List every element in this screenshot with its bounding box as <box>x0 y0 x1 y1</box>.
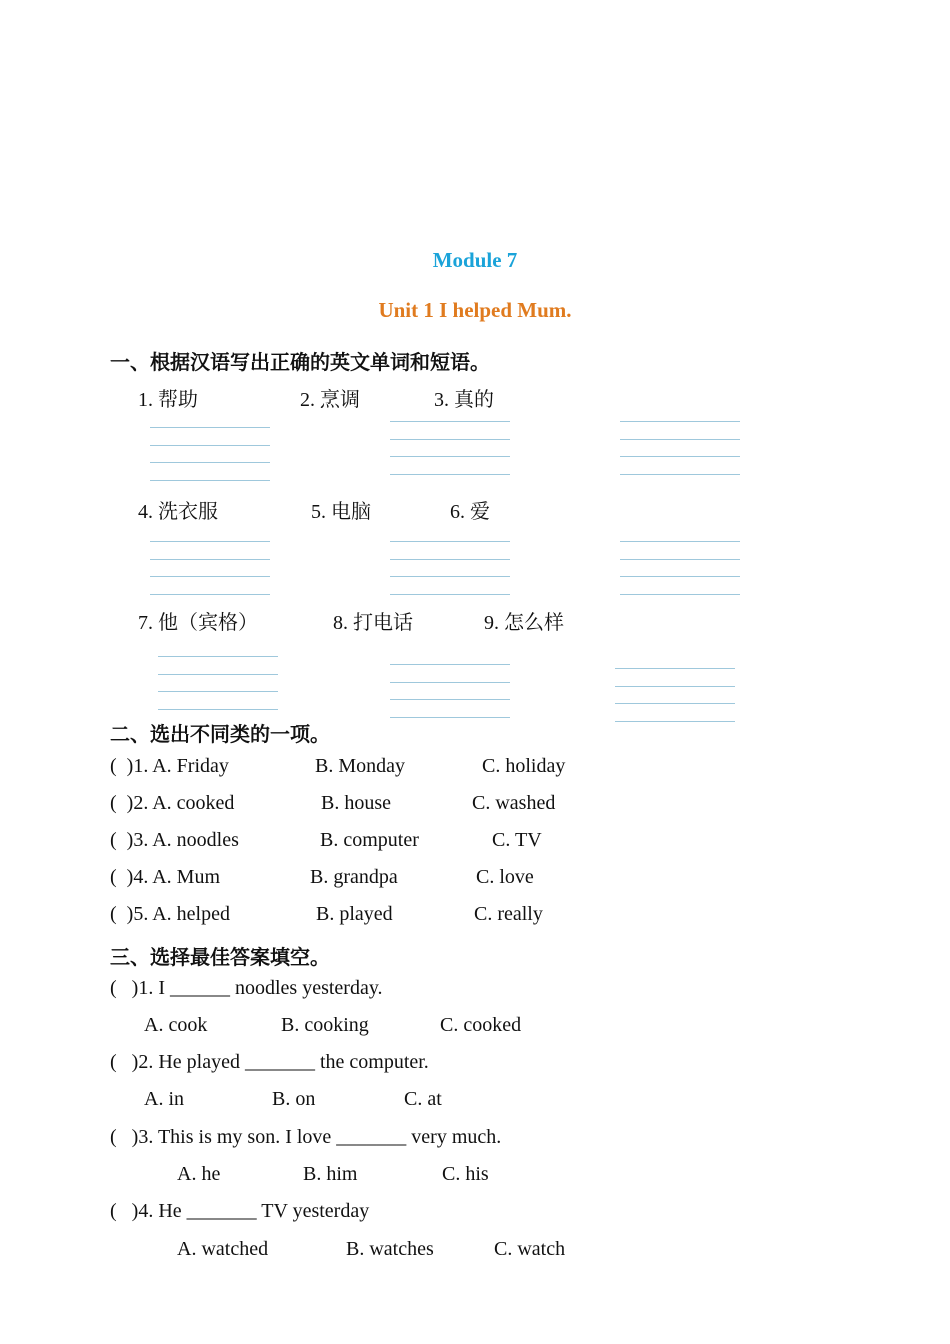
question-row <box>110 903 870 931</box>
section3-heading: 三、选择最佳答案填空。 <box>110 945 330 969</box>
unit-title: Unit 1 I helped Mum. <box>378 298 572 322</box>
vocab-item: 1. 帮助 <box>138 389 198 411</box>
question-row <box>110 792 870 820</box>
question-text: ( )4. He _______ TV yesterday <box>110 1200 370 1222</box>
writing-lines[interactable] <box>390 421 510 491</box>
vocab-item: 9. 怎么样 <box>484 612 564 634</box>
option-b: B. grandpa <box>310 866 398 888</box>
options-row <box>110 1238 870 1266</box>
vocab-item: 6. 爱 <box>450 501 490 523</box>
writing-lines[interactable] <box>158 656 278 726</box>
option-b: B. him <box>303 1163 358 1185</box>
vocab-item: 5. 电脑 <box>311 501 371 523</box>
option-a: A. in <box>144 1088 184 1110</box>
option-c: C. his <box>442 1163 489 1185</box>
option-c: C. washed <box>472 792 556 814</box>
question-text: ( )3. This is my son. I love _______ very much. <box>110 1126 502 1148</box>
option-c: C. at <box>404 1088 442 1110</box>
writing-lines[interactable] <box>615 668 735 738</box>
vocab-item: 2. 烹调 <box>300 389 360 411</box>
option-c: C. really <box>474 903 543 925</box>
vocab-item: 3. 真的 <box>434 389 494 411</box>
option-c: C. love <box>476 866 534 888</box>
writing-lines[interactable] <box>390 541 510 611</box>
question-stem: ( )3. A. noodles <box>110 829 239 851</box>
question-stem <box>110 1200 870 1228</box>
writing-lines[interactable] <box>620 541 740 611</box>
option-a: A. cook <box>144 1014 208 1036</box>
writing-lines[interactable] <box>390 664 510 734</box>
section2-heading: 二、选出不同类的一项。 <box>110 722 330 746</box>
question-row <box>110 866 870 894</box>
options-row <box>110 1014 870 1042</box>
question-stem: ( )4. A. Mum <box>110 866 220 888</box>
writing-lines[interactable] <box>150 541 270 611</box>
question-stem <box>110 1051 870 1079</box>
option-b: B. watches <box>346 1238 434 1260</box>
option-a: A. he <box>177 1163 221 1185</box>
option-b: B. Monday <box>315 755 405 777</box>
question-stem: ( )2. A. cooked <box>110 792 235 814</box>
question-text: ( )2. He played _______ the computer. <box>110 1051 429 1073</box>
module-title: Module 7 <box>432 248 518 272</box>
options-row <box>110 1088 870 1116</box>
option-c: C. watch <box>494 1238 566 1260</box>
option-b: B. cooking <box>281 1014 369 1036</box>
vocab-item: 8. 打电话 <box>333 612 413 634</box>
vocab-item: 4. 洗衣服 <box>138 501 218 523</box>
question-text: ( )1. I ______ noodles yesterday. <box>110 977 383 999</box>
question-row <box>110 829 870 857</box>
vocab-item: 7. 他（宾格） <box>138 612 258 634</box>
option-b: B. on <box>272 1088 316 1110</box>
option-b: B. played <box>316 903 393 925</box>
writing-lines[interactable] <box>150 427 270 497</box>
option-c: C. cooked <box>440 1014 522 1036</box>
option-c: C. holiday <box>482 755 566 777</box>
question-stem <box>110 1126 870 1154</box>
question-stem <box>110 977 870 1005</box>
writing-lines[interactable] <box>620 421 740 491</box>
section1-heading: 一、根据汉语写出正确的英文单词和短语。 <box>110 350 490 374</box>
question-row <box>110 755 870 783</box>
option-a: A. watched <box>177 1238 269 1260</box>
options-row <box>110 1163 870 1191</box>
question-stem: ( )1. A. Friday <box>110 755 229 777</box>
option-b: B. computer <box>320 829 419 851</box>
option-b: B. house <box>321 792 391 814</box>
option-c: C. TV <box>492 829 542 851</box>
question-stem: ( )5. A. helped <box>110 903 230 925</box>
